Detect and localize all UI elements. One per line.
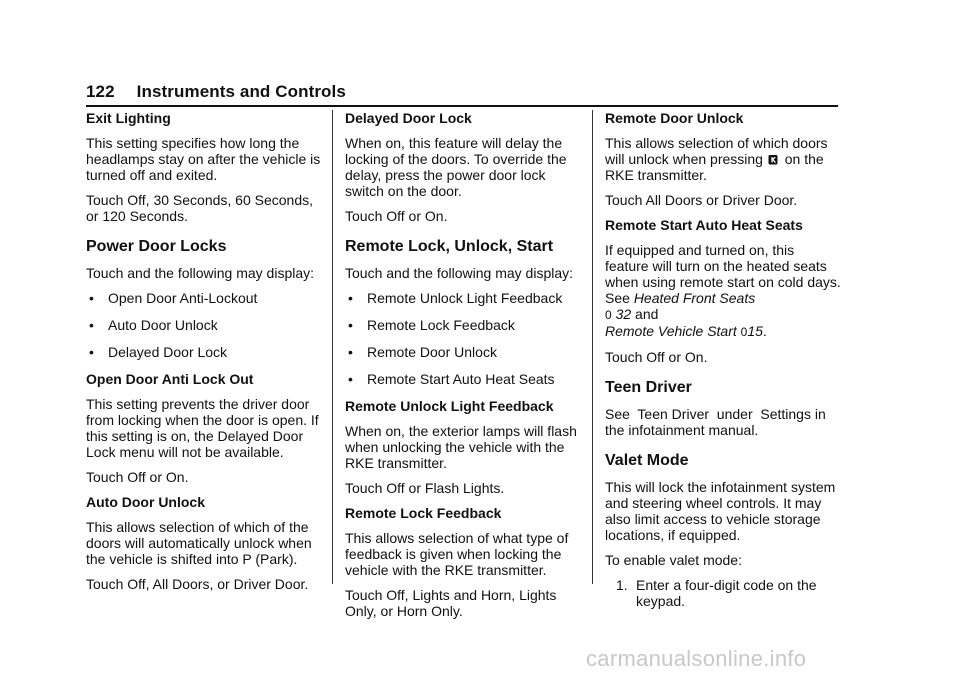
section-title: Instruments and Controls	[136, 82, 346, 101]
auto-door-unlock-options: Touch Off, All Doors, or Driver Door.	[86, 576, 309, 592]
power-door-locks-list	[86, 290, 322, 360]
remote-lock-feedback-options: Touch Off, Lights and Horn, Lights Only, or Horn Only.	[345, 587, 557, 619]
delayed-door-lock-title: Delayed Door Lock	[345, 110, 472, 126]
open-door-anti-lockout-desc: This setting prevents the driver door from locking when the door is open. If this setting is on, the Delayed Door Lock menu will not be available.	[86, 396, 319, 460]
step-number: 1.	[616, 577, 628, 593]
remote-door-unlock-desc-b: on the RKE transmitter.	[605, 151, 824, 183]
step-text: Enter a four-digit code on the keypad.	[636, 577, 817, 609]
list-item: • Open Door Anti-Lockout	[86, 290, 322, 306]
list-item: • Delayed Door Lock	[86, 344, 322, 360]
auto-door-unlock-title: Auto Door Unlock	[86, 494, 205, 510]
heated-front-seats-link[interactable]: Heated Front Seats	[633, 290, 756, 306]
rsahs-end: .	[762, 323, 767, 339]
list-item: • Auto Door Unlock	[86, 317, 322, 333]
remote-vehicle-start-link[interactable]: Remote Vehicle Start	[605, 323, 737, 339]
power-door-locks-intro: Touch and the following may display:	[86, 265, 315, 281]
header-rule	[86, 105, 838, 107]
remote-lock-unlock-start-list	[345, 290, 581, 387]
remote-unlock-light-feedback-desc: When on, the exterior lamps will flash when unlocking the vehicle with the RKE transmitter.	[345, 423, 577, 471]
open-door-anti-lockout-options: Touch Off or On.	[86, 469, 189, 485]
remote-start-auto-heat-seats-desc	[605, 242, 841, 340]
list-item: • Remote Unlock Light Feedback	[345, 290, 581, 306]
remote-lock-feedback-title: Remote Lock Feedback	[345, 505, 502, 521]
page-ref-icon: 0	[605, 308, 612, 322]
exit-lighting-options: Touch Off, 30 Seconds, 60 Seconds, or 120 Seconds.	[86, 192, 314, 224]
remote-lock-feedback-desc: This allows selection of what type of feedback is given when locking the vehicle with the RKE transmitter.	[345, 530, 569, 578]
valet-mode-desc: This will lock the infotainment system and steering wheel controls. It may also limit access to vehicle storage locations, if equipped.	[605, 479, 836, 543]
delayed-door-lock-options: Touch Off or On.	[345, 208, 448, 224]
list-item: • Remote Lock Feedback	[345, 317, 581, 333]
page-ref-icon: 0	[740, 325, 748, 339]
remote-door-unlock-desc	[605, 135, 841, 183]
remote-door-unlock-options: Touch All Doors or Driver Door.	[605, 192, 798, 208]
column-divider-2	[592, 110, 593, 584]
watermark: carmanualsonline.info	[586, 646, 807, 671]
valet-mode-heading: Valet Mode	[605, 452, 689, 469]
rsahs-desc-text: If equipped and turned on, this feature will turn on the heated seats when using remote start on cold days. See	[605, 242, 841, 306]
list-item	[605, 577, 841, 609]
column-3	[605, 110, 841, 609]
column-divider-1	[332, 110, 333, 584]
page-number: 122	[86, 82, 115, 101]
exit-lighting-desc: This setting specifies how long the headlamps stay on after the vehicle is turned off and exited.	[86, 135, 321, 183]
list-item: • Remote Door Unlock	[345, 344, 581, 360]
remote-door-unlock-title: Remote Door Unlock	[605, 110, 744, 126]
valet-mode-enable: To enable valet mode:	[605, 552, 742, 568]
remote-door-unlock-desc-a: This allows selection of which doors will unlock when pressing	[605, 135, 828, 167]
remote-lock-unlock-start-heading: Remote Lock, Unlock, Start	[345, 238, 554, 255]
remote-unlock-light-feedback-title: Remote Unlock Light Feedback	[345, 398, 554, 414]
rsahs-and: and	[635, 306, 659, 322]
remote-unlock-light-feedback-options: Touch Off or Flash Lights.	[345, 480, 505, 496]
unlock-key-icon	[768, 154, 778, 165]
remote-start-auto-heat-seats-options: Touch Off or On.	[605, 349, 708, 365]
list-item: • Remote Start Auto Heat Seats	[345, 371, 581, 387]
remote-vehicle-start-page[interactable]: 15	[747, 323, 763, 339]
teen-driver-heading: Teen Driver	[605, 379, 692, 396]
page-header	[86, 82, 346, 102]
column-2	[345, 110, 581, 628]
teen-driver-desc: See Teen Driver under Settings in the infotainment manual.	[605, 406, 830, 438]
auto-door-unlock-desc: This allows selection of which of the doors will automatically unlock when the vehicle is shifted into P (Park).	[86, 519, 312, 567]
remote-lock-unlock-start-intro: Touch and the following may display:	[345, 265, 574, 281]
remote-start-auto-heat-seats-title: Remote Start Auto Heat Seats	[605, 217, 803, 233]
valet-mode-steps	[605, 577, 841, 609]
column-1	[86, 110, 322, 601]
heated-front-seats-page[interactable]: 32	[615, 306, 632, 322]
delayed-door-lock-desc: When on, this feature will delay the locking of the doors. To override the delay, press the power door lock switch on the door.	[345, 135, 567, 199]
exit-lighting-title: Exit Lighting	[86, 110, 171, 126]
power-door-locks-heading: Power Door Locks	[86, 238, 227, 255]
open-door-anti-lockout-title: Open Door Anti Lock Out	[86, 371, 254, 387]
